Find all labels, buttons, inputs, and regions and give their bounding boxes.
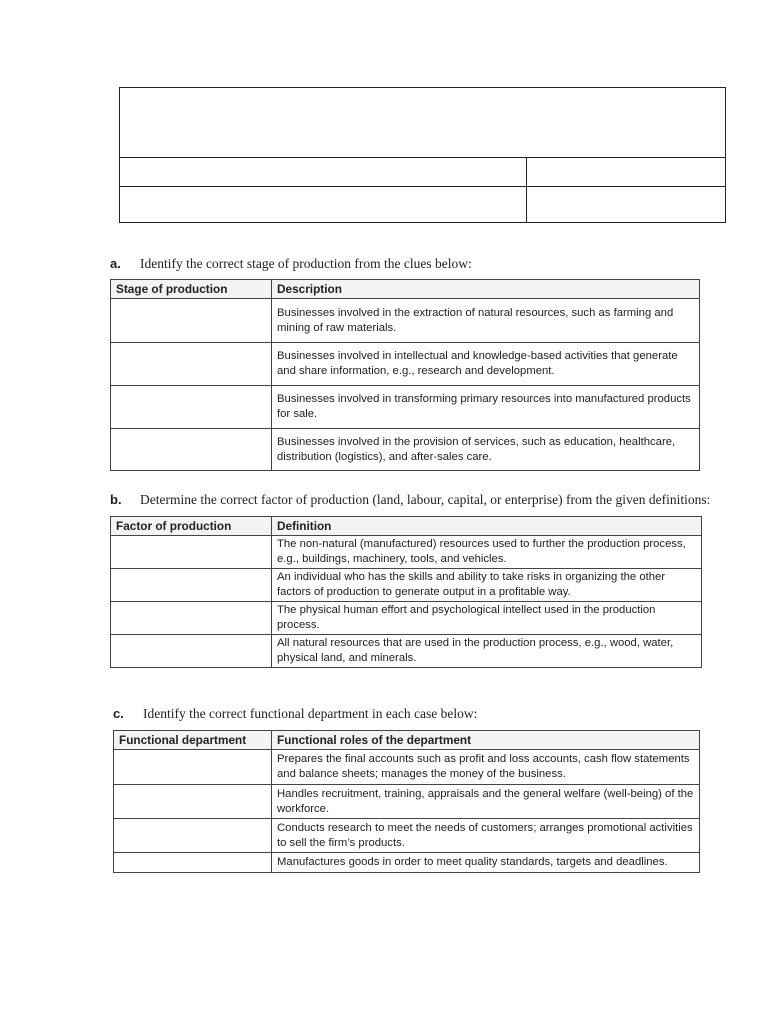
functional-department-table (113, 730, 700, 873)
table-row (111, 602, 702, 635)
column-header: Functional roles of the department (272, 731, 700, 750)
header-info-box (119, 87, 726, 223)
question-b-label: b. (110, 492, 122, 507)
column-header: Description (272, 280, 700, 299)
question-b (110, 492, 710, 508)
answer-cell[interactable] (111, 386, 272, 429)
answer-cell[interactable] (114, 785, 272, 819)
answer-cell[interactable] (111, 536, 272, 569)
table-row (114, 750, 700, 785)
header-divider (526, 157, 527, 222)
answer-cell[interactable] (114, 853, 272, 873)
description-cell: Businesses involved in intellectual and knowledge-based activities that generate and share information, e.g., research and development. (272, 343, 700, 386)
table-row (114, 819, 700, 853)
definition-cell: The non-natural (manufactured) resources used to further the production process, e.g., buildings, machinery, tools, and vehicles. (272, 536, 702, 569)
header-title-area[interactable] (120, 88, 725, 158)
question-a (110, 256, 472, 272)
question-c-prompt: Identify the correct functional department in each case below: (143, 706, 478, 721)
column-header: Factor of production (111, 517, 272, 536)
question-c (113, 706, 477, 722)
description-cell: Businesses involved in the extraction of natural resources, such as farming and mining of raw materials. (272, 299, 700, 343)
table-row (111, 429, 700, 471)
role-cell: Conducts research to meet the needs of customers; arranges promotional activities to sell the firm’s products. (272, 819, 700, 853)
role-cell: Manufactures goods in order to meet quality standards, targets and deadlines. (272, 853, 700, 873)
answer-cell[interactable] (111, 569, 272, 602)
answer-cell[interactable] (111, 429, 272, 471)
answer-cell[interactable] (114, 819, 272, 853)
definition-cell: The physical human effort and psychological intellect used in the production process. (272, 602, 702, 635)
stage-of-production-table (110, 279, 700, 471)
table-row (111, 386, 700, 429)
answer-cell[interactable] (111, 602, 272, 635)
column-header: Functional department (114, 731, 272, 750)
table-row (114, 853, 700, 873)
description-cell: Businesses involved in the provision of services, such as education, healthcare, distribution (logistics), and after-sales care. (272, 429, 700, 471)
answer-cell[interactable] (111, 299, 272, 343)
question-c-label: c. (113, 706, 124, 721)
factor-of-production-table (110, 516, 702, 668)
question-a-prompt: Identify the correct stage of production from the clues below: (140, 256, 472, 271)
table-header-row (111, 517, 702, 536)
table-row (111, 635, 702, 668)
table-header-row (111, 280, 700, 299)
role-cell: Prepares the final accounts such as profit and loss accounts, cash flow statements and balance sheets; manages the money of the business. (272, 750, 700, 785)
question-a-label: a. (110, 256, 121, 271)
description-cell: Businesses involved in transforming primary resources into manufactured products for sale. (272, 386, 700, 429)
answer-cell[interactable] (111, 635, 272, 668)
header-class-row[interactable] (120, 186, 725, 222)
table-row (111, 569, 702, 602)
table-header-row (114, 731, 700, 750)
role-cell: Handles recruitment, training, appraisals and the general welfare (well-being) of the workforce. (272, 785, 700, 819)
question-b-prompt: Determine the correct factor of production (land, labour, capital, or enterprise) from the given definitions: (140, 492, 711, 507)
table-row (111, 536, 702, 569)
definition-cell: An individual who has the skills and ability to take risks in organizing the other factors of production to generate output in a profitable way. (272, 569, 702, 602)
answer-cell[interactable] (111, 343, 272, 386)
definition-cell: All natural resources that are used in the production process, e.g., wood, water, physical land, and minerals. (272, 635, 702, 668)
column-header: Definition (272, 517, 702, 536)
table-row (111, 343, 700, 386)
column-header: Stage of production (111, 280, 272, 299)
table-row (114, 785, 700, 819)
header-name-row[interactable] (120, 157, 725, 187)
answer-cell[interactable] (114, 750, 272, 785)
table-row (111, 299, 700, 343)
